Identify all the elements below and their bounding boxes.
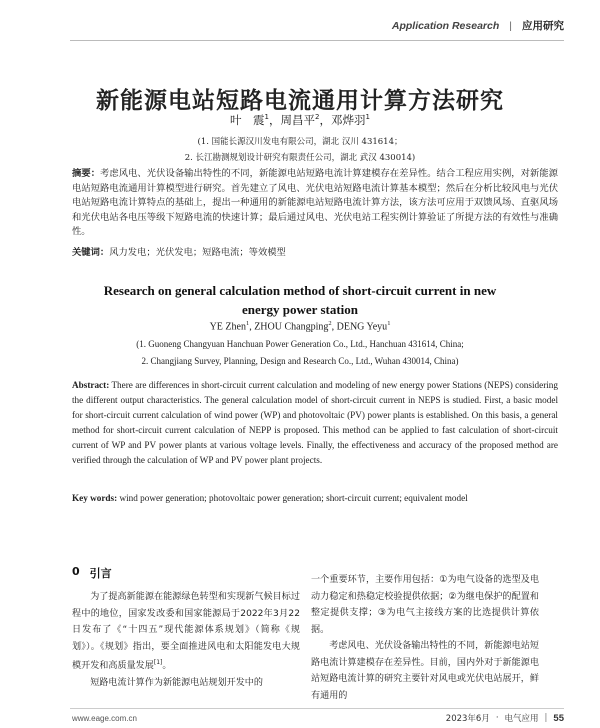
en-author-2: ZHOU Changping (254, 321, 329, 333)
body-right-p2: 考虑风电、光伏设备输出特性的不同，新能源电站短路电流计算建模存在差异性。目前，国内外对于新能源电站短路电流计算的研究主要针对风电或光伏电站展开，鲜有通用的 (311, 641, 539, 701)
section-heading (72, 565, 112, 581)
cn-keywords (72, 244, 558, 258)
body-left-p2: 短路电流计算作为新能源电站规划开发中的 (90, 677, 263, 688)
cn-author-2: 周昌平 (280, 113, 316, 127)
en-author-3-sup: 1 (387, 320, 391, 327)
en-keywords-text: wind power generation; photovoltaic power generation; short-circuit current; equivalent model (119, 493, 468, 503)
en-keywords-label: Key words: (72, 493, 118, 503)
page-number: 55 (553, 712, 564, 724)
body-right-p1: 一个重要环节，主要作用包括：①为电气设备的选型及电动力稳定和热稳定校验提供依据；②为继电保护的配置和整定提供支撑；③为电气主接线方案的比选提供计算依据。 (311, 575, 539, 635)
running-header (392, 18, 564, 33)
footer-bar: | (544, 713, 548, 723)
citation-ref[interactable]: [1] (153, 659, 163, 666)
header-separator: | (509, 19, 512, 32)
body-column-left (72, 589, 300, 691)
cn-author-3: 邓烨羽 (330, 113, 366, 127)
cn-abstract (72, 167, 558, 240)
body-column-right (311, 572, 539, 704)
en-author-1: YE Zhen (209, 321, 246, 333)
en-abstract-text: There are differences in short-circuit current calculation and modeling of new energy power Stations (NEPS) considering the different output characteristics. The general calculation model of short-circuit current in NEPS is studied. First, a basic model for short-circuit current calculation of wind power (WP) and photovoltaic (PV) power plants is established. On this basis, a general method for short-circuit current calculation of NEPP is proposed. This method can be applied to fast calculation of short-circuit current of WP and PV power plants at various voltage levels. Finally, the effectiveness and accuracy of the proposed method are verified through the calculation of WP and PV power plant projects. (72, 380, 558, 465)
en-affiliation-1: (1. Guoneng Changyuan Hanchuan Power Generation Co., Ltd., Hanchuan 431614, China; (136, 339, 464, 349)
cn-author-1: 叶 震 (230, 113, 265, 127)
cn-abstract-label: 摘要： (72, 168, 101, 179)
en-affiliation-2: 2. Changjiang Survey, Planning, Design and Research Co., Ltd., Wuhan 430014, China) (141, 356, 459, 366)
en-authors: YE Zhen$^1$, ZHOU Changping$^2$, DENG Yeyu$^1$ (209, 320, 391, 333)
en-abstract (72, 378, 558, 468)
header-divider (70, 40, 564, 41)
en-author-3: DENG Yeyu (336, 321, 388, 333)
section-title: 引言 (89, 567, 112, 580)
footer-info (446, 712, 564, 724)
en-title: Research on general calculation method of short-circuit current in new energy power station (103, 283, 497, 317)
cn-author-2-sup: 2 (315, 113, 320, 122)
body-paragraph (72, 589, 300, 675)
footer-website[interactable]: www.eage.com.cn (72, 714, 137, 723)
en-author-1-sup: 1 (245, 320, 250, 327)
cn-abstract-text: 考虑风电、光伏设备输出特性的不同，新能源电站短路电流计算建模存在差异性。结合工程应用实例，对新能源电站短路电流通用计算模型进行研究。首先建立了风电、光伏电站短路电流计算基本模型；然后在分析比较风电与光伏电站短路电流计算特点的基础上，提出一种通用的新能源电站短路电流计算方法，该方法可应用于双馈风场、直驱风场和光伏电站各电压等级下短路电流的快速计算；最后通过风电、光伏电站工程实例计算验证了所提方法的有效性与准确性。 (72, 168, 558, 237)
cn-authors: 叶 震$^1$，周昌平$^2$，邓烨羽$^1$ (230, 113, 370, 127)
cn-author-3-sup: 1 (365, 113, 370, 122)
cn-affiliation-1: (1. 国能长源汉川发电有限公司，湖北 汉川 431614； (197, 137, 403, 147)
footer-divider (70, 708, 564, 709)
footer-journal: 电气应用 (504, 714, 539, 724)
footer-issue: 2023年6月 (445, 714, 490, 724)
cn-title: 新能源电站短路电流通用计算方法研究 (96, 88, 504, 114)
cn-author-1-sup: 1 (264, 113, 270, 122)
footer-dot: · (495, 713, 499, 723)
cn-affiliation-2: 2. 长江勘测规划设计研究有限责任公司，湖北 武汉 430014) (184, 153, 416, 163)
header-section-en: Application Research (391, 19, 500, 32)
section-number: 0 (72, 565, 80, 578)
en-keywords (72, 493, 558, 503)
en-author-2-sup: 2 (328, 320, 332, 327)
cn-keywords-text: 风力发电；光伏发电；短路电流；等效模型 (109, 247, 286, 258)
header-section-cn: 应用研究 (522, 20, 564, 32)
body-left-p1: 为了提高新能源在能源绿色转型和实现新气候目标过程中的地位，国家发改委和国家能源局于2022年3月22日发布了《“十四五”现代能源体系规划》（简称《规划》）。《规划》指出，要全面推进风电和太阳能发电大规模开发和高质量发展 (72, 592, 300, 672)
body-left-p1-end: 。 (162, 661, 172, 672)
en-abstract-label: Abstract: (72, 380, 110, 390)
cn-keywords-label: 关键词： (72, 247, 110, 258)
